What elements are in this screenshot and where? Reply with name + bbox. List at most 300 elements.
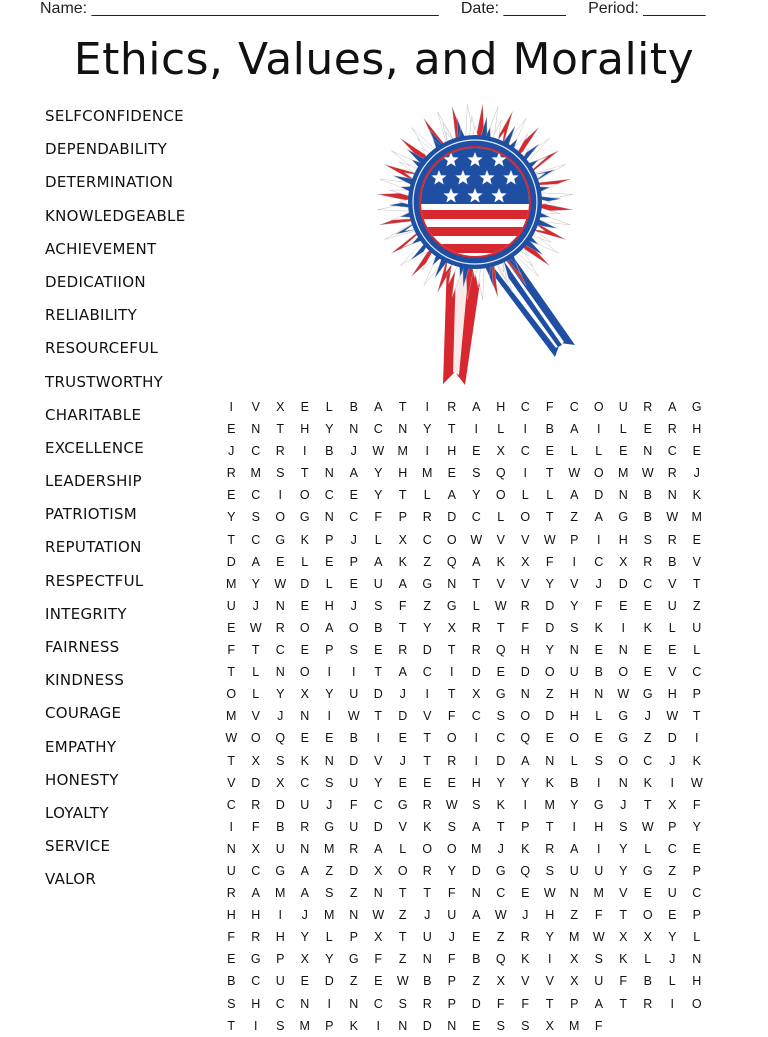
grid-letter[interactable]: R: [226, 886, 236, 901]
grid-letter[interactable]: L: [546, 488, 554, 503]
grid-letter[interactable]: R: [667, 422, 677, 437]
grid-letter[interactable]: S: [496, 709, 505, 724]
grid-letter[interactable]: X: [447, 620, 456, 635]
grid-letter[interactable]: E: [300, 400, 309, 414]
grid-letter[interactable]: S: [545, 863, 554, 878]
grid-letter[interactable]: R: [643, 996, 653, 1011]
grid-letter[interactable]: N: [618, 775, 628, 790]
grid-letter[interactable]: E: [300, 974, 309, 989]
grid-letter[interactable]: T: [398, 886, 407, 901]
grid-letter[interactable]: V: [227, 775, 236, 790]
grid-letter[interactable]: M: [618, 466, 629, 481]
grid-letter[interactable]: I: [597, 775, 601, 790]
grid-letter[interactable]: B: [545, 422, 554, 437]
grid-letter[interactable]: V: [545, 974, 554, 989]
grid-letter[interactable]: D: [300, 576, 310, 591]
grid-letter[interactable]: I: [278, 488, 282, 503]
grid-letter[interactable]: X: [619, 930, 628, 945]
grid-letter[interactable]: F: [521, 996, 530, 1011]
grid-letter[interactable]: N: [300, 996, 310, 1011]
grid-letter[interactable]: U: [447, 908, 457, 923]
grid-letter[interactable]: M: [299, 1018, 310, 1033]
grid-letter[interactable]: O: [275, 510, 286, 525]
grid-letter[interactable]: G: [691, 400, 702, 414]
grid-letter[interactable]: F: [447, 952, 456, 967]
grid-letter[interactable]: A: [374, 400, 383, 414]
grid-letter[interactable]: D: [373, 819, 383, 834]
grid-letter[interactable]: D: [447, 510, 457, 525]
grid-letter[interactable]: F: [594, 1018, 603, 1033]
grid-letter[interactable]: T: [619, 996, 628, 1011]
grid-letter[interactable]: A: [447, 488, 456, 503]
grid-letter[interactable]: F: [545, 400, 554, 414]
grid-letter[interactable]: I: [229, 400, 233, 414]
grid-letter[interactable]: I: [450, 665, 454, 680]
grid-letter[interactable]: U: [226, 863, 236, 878]
grid-letter[interactable]: W: [666, 510, 679, 525]
grid-letter[interactable]: E: [692, 841, 701, 856]
grid-letter[interactable]: M: [471, 841, 482, 856]
grid-letter[interactable]: I: [425, 687, 429, 702]
grid-letter[interactable]: D: [349, 863, 359, 878]
grid-letter[interactable]: E: [521, 886, 530, 901]
grid-letter[interactable]: U: [569, 665, 579, 680]
grid-letter[interactable]: W: [568, 466, 581, 481]
grid-letter[interactable]: A: [349, 466, 358, 481]
grid-letter[interactable]: L: [619, 422, 627, 437]
grid-letter[interactable]: Z: [349, 886, 358, 901]
grid-letter[interactable]: T: [251, 643, 260, 658]
grid-letter[interactable]: F: [692, 797, 701, 812]
grid-letter[interactable]: F: [594, 908, 603, 923]
grid-letter[interactable]: W: [445, 797, 458, 812]
grid-letter[interactable]: D: [398, 709, 408, 724]
grid-letter[interactable]: Y: [325, 952, 334, 967]
grid-letter[interactable]: W: [543, 532, 556, 547]
grid-letter[interactable]: E: [643, 643, 652, 658]
grid-letter[interactable]: C: [667, 841, 677, 856]
grid-letter[interactable]: B: [472, 952, 481, 967]
grid-letter[interactable]: E: [643, 598, 652, 613]
grid-letter[interactable]: Y: [276, 687, 285, 702]
grid-letter[interactable]: Z: [349, 974, 358, 989]
grid-letter[interactable]: I: [597, 422, 601, 437]
grid-letter[interactable]: H: [471, 775, 481, 790]
grid-letter[interactable]: X: [521, 554, 530, 569]
grid-letter[interactable]: F: [374, 510, 383, 525]
grid-letter[interactable]: X: [300, 687, 309, 702]
grid-letter[interactable]: J: [399, 687, 406, 702]
grid-letter[interactable]: H: [251, 996, 261, 1011]
grid-letter[interactable]: T: [398, 488, 407, 503]
grid-letter[interactable]: K: [643, 775, 652, 790]
grid-letter[interactable]: X: [472, 687, 481, 702]
grid-letter[interactable]: F: [521, 620, 530, 635]
grid-letter[interactable]: N: [300, 841, 310, 856]
grid-letter[interactable]: O: [250, 731, 261, 746]
grid-letter[interactable]: H: [618, 532, 628, 547]
grid-letter[interactable]: R: [275, 444, 285, 459]
grid-letter[interactable]: I: [572, 554, 576, 569]
grid-letter[interactable]: E: [472, 444, 481, 459]
grid-letter[interactable]: W: [225, 731, 238, 746]
grid-letter[interactable]: J: [326, 797, 333, 812]
grid-letter[interactable]: R: [667, 532, 677, 547]
grid-letter[interactable]: N: [569, 886, 579, 901]
grid-letter[interactable]: X: [251, 753, 260, 768]
grid-letter[interactable]: J: [669, 952, 676, 967]
grid-letter[interactable]: H: [594, 819, 604, 834]
grid-letter[interactable]: Y: [619, 863, 628, 878]
grid-letter[interactable]: K: [594, 620, 603, 635]
grid-letter[interactable]: A: [472, 554, 481, 569]
grid-letter[interactable]: R: [422, 797, 432, 812]
grid-letter[interactable]: V: [496, 576, 505, 591]
grid-letter[interactable]: R: [226, 466, 236, 481]
grid-letter[interactable]: I: [597, 841, 601, 856]
grid-letter[interactable]: M: [226, 709, 237, 724]
grid-letter[interactable]: N: [594, 687, 604, 702]
grid-letter[interactable]: L: [668, 620, 676, 635]
grid-letter[interactable]: J: [228, 444, 235, 459]
grid-letter[interactable]: V: [423, 709, 432, 724]
grid-letter[interactable]: W: [543, 886, 556, 901]
grid-letter[interactable]: L: [252, 665, 260, 680]
grid-letter[interactable]: H: [300, 422, 310, 437]
grid-letter[interactable]: A: [251, 886, 260, 901]
grid-letter[interactable]: C: [275, 996, 285, 1011]
grid-letter[interactable]: I: [523, 797, 527, 812]
grid-letter[interactable]: T: [496, 819, 505, 834]
period-blank-line[interactable]: _______: [643, 0, 706, 17]
grid-letter[interactable]: T: [447, 643, 456, 658]
grid-letter[interactable]: T: [227, 532, 236, 547]
grid-letter[interactable]: O: [446, 532, 457, 547]
grid-letter[interactable]: I: [425, 444, 429, 459]
grid-letter[interactable]: W: [690, 775, 703, 790]
grid-letter[interactable]: T: [227, 753, 236, 768]
grid-letter[interactable]: Z: [472, 974, 481, 989]
grid-letter[interactable]: E: [643, 665, 652, 680]
grid-letter[interactable]: V: [398, 819, 407, 834]
grid-letter[interactable]: E: [325, 731, 334, 746]
grid-letter[interactable]: X: [276, 400, 285, 414]
grid-letter[interactable]: N: [300, 709, 310, 724]
grid-letter[interactable]: J: [350, 444, 357, 459]
grid-letter[interactable]: P: [276, 952, 285, 967]
grid-letter[interactable]: I: [670, 996, 674, 1011]
grid-letter[interactable]: L: [693, 930, 701, 945]
grid-letter[interactable]: Q: [275, 731, 286, 746]
grid-letter[interactable]: E: [227, 488, 236, 503]
grid-letter[interactable]: F: [398, 598, 407, 613]
grid-letter[interactable]: E: [643, 422, 652, 437]
grid-letter[interactable]: A: [300, 886, 309, 901]
grid-letter[interactable]: O: [299, 620, 310, 635]
grid-letter[interactable]: O: [520, 510, 531, 525]
grid-letter[interactable]: I: [303, 444, 307, 459]
grid-letter[interactable]: C: [594, 554, 604, 569]
grid-letter[interactable]: D: [496, 753, 506, 768]
grid-letter[interactable]: F: [227, 643, 236, 658]
grid-letter[interactable]: S: [374, 598, 383, 613]
grid-letter[interactable]: Z: [668, 863, 677, 878]
grid-letter[interactable]: H: [226, 908, 236, 923]
grid-letter[interactable]: B: [349, 731, 358, 746]
grid-letter[interactable]: T: [423, 731, 432, 746]
grid-letter[interactable]: T: [447, 422, 456, 437]
grid-letter[interactable]: E: [545, 731, 554, 746]
grid-letter[interactable]: L: [644, 841, 652, 856]
grid-letter[interactable]: L: [570, 753, 578, 768]
grid-letter[interactable]: O: [593, 466, 604, 481]
grid-letter[interactable]: T: [545, 510, 554, 525]
grid-letter[interactable]: J: [644, 709, 651, 724]
grid-letter[interactable]: S: [349, 643, 358, 658]
grid-letter[interactable]: A: [570, 841, 579, 856]
grid-letter[interactable]: R: [251, 930, 261, 945]
grid-letter[interactable]: A: [472, 908, 481, 923]
grid-letter[interactable]: Y: [570, 797, 579, 812]
grid-letter[interactable]: U: [349, 775, 359, 790]
grid-letter[interactable]: F: [496, 996, 505, 1011]
grid-letter[interactable]: W: [396, 974, 409, 989]
grid-letter[interactable]: U: [594, 974, 604, 989]
grid-letter[interactable]: I: [352, 665, 356, 680]
grid-letter[interactable]: Y: [545, 576, 554, 591]
grid-letter[interactable]: I: [670, 775, 674, 790]
grid-letter[interactable]: G: [275, 863, 286, 878]
grid-letter[interactable]: T: [398, 620, 407, 635]
grid-letter[interactable]: Y: [692, 819, 701, 834]
grid-letter[interactable]: Y: [227, 510, 236, 525]
grid-letter[interactable]: Z: [325, 863, 334, 878]
grid-letter[interactable]: C: [422, 665, 432, 680]
grid-letter[interactable]: A: [570, 488, 579, 503]
grid-letter[interactable]: B: [423, 974, 432, 989]
grid-letter[interactable]: S: [276, 466, 285, 481]
grid-letter[interactable]: I: [572, 819, 576, 834]
grid-letter[interactable]: G: [299, 510, 310, 525]
grid-letter[interactable]: P: [447, 974, 456, 989]
grid-letter[interactable]: G: [422, 576, 433, 591]
grid-letter[interactable]: B: [325, 444, 334, 459]
grid-letter[interactable]: Y: [374, 775, 383, 790]
grid-letter[interactable]: E: [300, 731, 309, 746]
grid-letter[interactable]: O: [569, 731, 580, 746]
grid-letter[interactable]: N: [545, 753, 555, 768]
grid-letter[interactable]: I: [597, 532, 601, 547]
grid-letter[interactable]: I: [229, 819, 233, 834]
grid-letter[interactable]: B: [349, 400, 358, 414]
grid-letter[interactable]: R: [447, 400, 457, 414]
grid-letter[interactable]: C: [373, 996, 383, 1011]
grid-letter[interactable]: X: [570, 952, 579, 967]
grid-letter[interactable]: Q: [495, 952, 506, 967]
grid-letter[interactable]: K: [692, 488, 701, 503]
grid-letter[interactable]: H: [398, 466, 408, 481]
grid-letter[interactable]: C: [324, 488, 334, 503]
grid-letter[interactable]: G: [446, 598, 457, 613]
grid-letter[interactable]: D: [667, 731, 677, 746]
grid-letter[interactable]: A: [594, 996, 603, 1011]
grid-letter[interactable]: G: [495, 687, 506, 702]
grid-letter[interactable]: U: [275, 974, 285, 989]
grid-letter[interactable]: U: [569, 863, 579, 878]
grid-letter[interactable]: F: [594, 598, 603, 613]
grid-letter[interactable]: W: [617, 687, 630, 702]
grid-letter[interactable]: N: [275, 598, 285, 613]
grid-letter[interactable]: C: [692, 665, 702, 680]
grid-letter[interactable]: Y: [472, 488, 481, 503]
grid-letter[interactable]: M: [569, 930, 580, 945]
grid-letter[interactable]: R: [275, 620, 285, 635]
grid-letter[interactable]: Y: [545, 930, 554, 945]
date-blank-line[interactable]: _______: [503, 0, 566, 17]
grid-letter[interactable]: Z: [398, 908, 407, 923]
grid-letter[interactable]: I: [254, 1018, 258, 1033]
grid-letter[interactable]: S: [594, 952, 603, 967]
grid-letter[interactable]: V: [668, 665, 677, 680]
grid-letter[interactable]: X: [276, 775, 285, 790]
grid-letter[interactable]: O: [691, 996, 702, 1011]
grid-letter[interactable]: U: [373, 576, 383, 591]
grid-letter[interactable]: F: [447, 709, 456, 724]
grid-letter[interactable]: X: [496, 974, 505, 989]
grid-letter[interactable]: H: [545, 908, 555, 923]
grid-letter[interactable]: T: [643, 797, 652, 812]
grid-letter[interactable]: M: [691, 510, 702, 525]
grid-letter[interactable]: G: [495, 863, 506, 878]
grid-letter[interactable]: G: [275, 532, 286, 547]
grid-letter[interactable]: G: [618, 510, 629, 525]
grid-letter[interactable]: O: [446, 841, 457, 856]
grid-letter[interactable]: C: [251, 532, 261, 547]
grid-letter[interactable]: L: [497, 510, 505, 525]
grid-letter[interactable]: R: [643, 400, 653, 414]
grid-letter[interactable]: I: [523, 422, 527, 437]
grid-letter[interactable]: O: [618, 665, 629, 680]
grid-letter[interactable]: F: [374, 952, 383, 967]
grid-letter[interactable]: N: [226, 841, 236, 856]
grid-letter[interactable]: N: [422, 952, 432, 967]
grid-letter[interactable]: S: [251, 510, 260, 525]
grid-letter[interactable]: I: [327, 996, 331, 1011]
grid-letter[interactable]: R: [545, 841, 555, 856]
grid-letter[interactable]: B: [668, 554, 677, 569]
grid-letter[interactable]: P: [692, 863, 701, 878]
grid-letter[interactable]: U: [667, 598, 677, 613]
grid-letter[interactable]: N: [618, 643, 628, 658]
grid-letter[interactable]: Y: [668, 930, 677, 945]
grid-letter[interactable]: G: [618, 731, 629, 746]
grid-letter[interactable]: G: [642, 863, 653, 878]
grid-letter[interactable]: E: [423, 775, 432, 790]
grid-letter[interactable]: C: [251, 863, 261, 878]
grid-letter[interactable]: E: [496, 665, 505, 680]
grid-letter[interactable]: Y: [374, 488, 383, 503]
grid-letter[interactable]: Y: [251, 576, 260, 591]
grid-letter[interactable]: A: [374, 841, 383, 856]
grid-letter[interactable]: K: [619, 952, 628, 967]
grid-letter[interactable]: E: [227, 620, 236, 635]
grid-letter[interactable]: W: [470, 532, 483, 547]
grid-letter[interactable]: U: [349, 819, 359, 834]
grid-letter[interactable]: R: [667, 466, 677, 481]
grid-letter[interactable]: E: [227, 422, 236, 437]
grid-letter[interactable]: T: [398, 930, 407, 945]
grid-letter[interactable]: H: [324, 598, 334, 613]
grid-letter[interactable]: W: [641, 819, 654, 834]
grid-letter[interactable]: R: [398, 643, 408, 658]
grid-letter[interactable]: X: [300, 952, 309, 967]
grid-letter[interactable]: E: [447, 775, 456, 790]
grid-letter[interactable]: L: [252, 687, 260, 702]
grid-letter[interactable]: N: [569, 643, 579, 658]
grid-letter[interactable]: C: [496, 731, 506, 746]
grid-letter[interactable]: P: [349, 554, 358, 569]
grid-letter[interactable]: N: [667, 488, 677, 503]
grid-letter[interactable]: Y: [300, 930, 309, 945]
grid-letter[interactable]: D: [471, 996, 481, 1011]
grid-letter[interactable]: P: [325, 1018, 334, 1033]
grid-letter[interactable]: E: [594, 731, 603, 746]
grid-letter[interactable]: A: [668, 400, 677, 414]
grid-letter[interactable]: M: [397, 444, 408, 459]
grid-letter[interactable]: C: [373, 797, 383, 812]
grid-letter[interactable]: O: [397, 863, 408, 878]
grid-letter[interactable]: M: [226, 576, 237, 591]
grid-letter[interactable]: A: [570, 422, 579, 437]
grid-letter[interactable]: X: [374, 863, 383, 878]
grid-letter[interactable]: H: [569, 687, 579, 702]
grid-letter[interactable]: Q: [520, 863, 531, 878]
grid-letter[interactable]: J: [252, 598, 259, 613]
grid-letter[interactable]: N: [349, 908, 359, 923]
grid-letter[interactable]: O: [348, 620, 359, 635]
grid-letter[interactable]: I: [621, 620, 625, 635]
grid-letter[interactable]: V: [668, 576, 677, 591]
grid-letter[interactable]: O: [226, 687, 237, 702]
grid-letter[interactable]: C: [251, 488, 261, 503]
grid-letter[interactable]: N: [447, 1018, 457, 1033]
grid-letter[interactable]: Y: [447, 863, 456, 878]
grid-letter[interactable]: Y: [374, 466, 383, 481]
grid-letter[interactable]: B: [643, 974, 652, 989]
grid-letter[interactable]: W: [666, 709, 679, 724]
grid-letter[interactable]: E: [545, 444, 554, 459]
grid-letter[interactable]: C: [692, 886, 702, 901]
grid-letter[interactable]: D: [618, 576, 628, 591]
grid-letter[interactable]: T: [692, 576, 701, 591]
grid-letter[interactable]: I: [474, 753, 478, 768]
grid-letter[interactable]: S: [472, 797, 481, 812]
grid-letter[interactable]: Z: [643, 731, 652, 746]
grid-letter[interactable]: M: [593, 886, 604, 901]
grid-letter[interactable]: S: [325, 775, 334, 790]
grid-letter[interactable]: U: [594, 863, 604, 878]
grid-letter[interactable]: H: [667, 687, 677, 702]
grid-letter[interactable]: J: [350, 532, 357, 547]
grid-letter[interactable]: V: [521, 532, 530, 547]
grid-letter[interactable]: P: [447, 996, 456, 1011]
grid-letter[interactable]: W: [372, 444, 385, 459]
grid-letter[interactable]: W: [249, 620, 262, 635]
grid-letter[interactable]: I: [278, 908, 282, 923]
grid-letter[interactable]: G: [250, 952, 261, 967]
grid-letter[interactable]: D: [520, 665, 530, 680]
grid-letter[interactable]: U: [667, 886, 677, 901]
